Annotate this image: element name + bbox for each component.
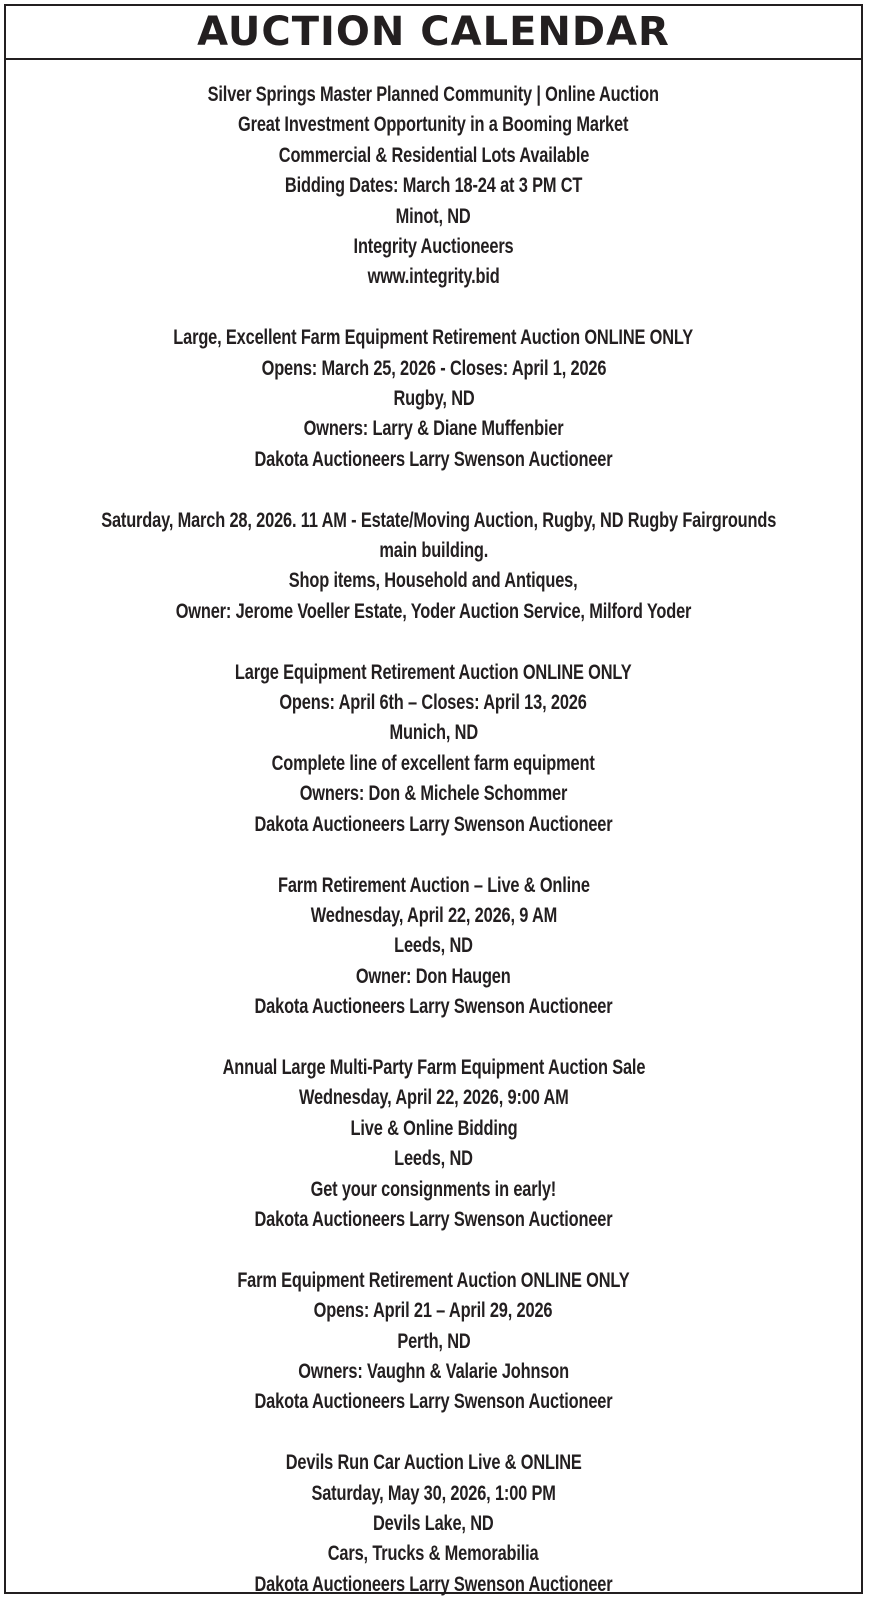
listing-text: Dakota Auctioneers Larry Swenson Auctioneer (254, 995, 613, 1019)
listing-detail-line (6, 171, 861, 201)
listing-text: Dakota Auctioneers Larry Swenson Auctioneer (254, 1390, 613, 1414)
listing-detail-line (6, 1570, 861, 1600)
listing-detail-line (6, 262, 861, 292)
listing-detail-line (6, 688, 861, 718)
listing-detail-line (6, 962, 861, 992)
listing-text: Opens: March 25, 2026 - Closes: April 1, 2026 (261, 356, 606, 380)
listing-text: Large, Excellent Farm Equipment Retirement Auction ONLINE ONLY (173, 326, 694, 350)
listing-text: Get your consignments in early! (310, 1177, 557, 1201)
auction-listing (6, 323, 861, 475)
listing-detail-line (6, 597, 861, 627)
listing-detail-line (6, 1479, 861, 1509)
auction-listing (6, 80, 861, 293)
listing-text: Devils Lake, ND (373, 1511, 494, 1535)
auction-listing (6, 1266, 861, 1418)
listing-detail-line (6, 1205, 861, 1235)
listing-headline (6, 323, 861, 353)
listing-text: Owners: Larry & Diane Muffenbier (303, 417, 564, 441)
listing-text: Cars, Trucks & Memorabilia (328, 1542, 539, 1566)
listing-detail-line (6, 1083, 861, 1113)
listing-headline (6, 1448, 861, 1478)
listing-detail-line (6, 110, 861, 140)
listing-text: Commercial & Residential Lots Available (278, 143, 589, 167)
listing-detail-line (6, 931, 861, 961)
listing-detail-line (6, 749, 861, 779)
auction-listing (6, 658, 861, 840)
listing-headline (6, 1266, 861, 1296)
listing-text: Saturday, May 30, 2026, 1:00 PM (311, 1481, 556, 1505)
listing-detail-line (6, 1387, 861, 1417)
listing-text: Owner: Jerome Voeller Estate, Yoder Auction Service, Milford Yoder (175, 599, 692, 623)
listing-text: Bidding Dates: March 18-24 at 3 PM CT (284, 174, 583, 198)
listing-detail-line (6, 1509, 861, 1539)
listing-detail-line (6, 354, 861, 384)
listing-text: Large Equipment Retirement Auction ONLINE ONLY (235, 660, 632, 684)
listing-detail-line (6, 141, 861, 171)
listing-text: Owners: Vaughn & Valarie Johnson (298, 1359, 569, 1383)
listing-detail-line (6, 202, 861, 232)
listing-headline (6, 871, 861, 901)
listing-detail-line (6, 1175, 861, 1205)
header-bar (6, 6, 861, 60)
listing-text: Opens: April 21 – April 29, 2026 (314, 1299, 553, 1323)
listing-text: Owners: Don & Michele Schommer (299, 782, 568, 806)
auction-listing (6, 1053, 861, 1235)
listing-text: Complete line of excellent farm equipment (271, 751, 596, 775)
listing-detail-line (6, 445, 861, 475)
listing-text: Annual Large Multi-Party Farm Equipment Auction Sale (222, 1055, 645, 1079)
listing-text: Integrity Auctioneers (353, 235, 514, 259)
listing-text: Dakota Auctioneers Larry Swenson Auctioneer (254, 1207, 613, 1231)
listing-detail-line (6, 1357, 861, 1387)
listing-text: Great Investment Opportunity in a Booming Market (238, 113, 629, 137)
listing-detail-line (6, 232, 861, 262)
listing-detail-line (6, 1296, 861, 1326)
listing-detail-line (6, 1327, 861, 1357)
listing-headline (6, 506, 861, 536)
listing-detail-line (6, 992, 861, 1022)
listing-text: Dakota Auctioneers Larry Swenson Auctioneer (254, 1572, 613, 1596)
listing-detail-line (6, 718, 861, 748)
listing-text: Saturday, March 28, 2026. 11 AM - Estate/Moving Auction, Rugby, ND Rugby Fairgrounds (101, 508, 777, 532)
listing-detail-line (6, 901, 861, 931)
auction-listing (6, 871, 861, 1023)
listing-text: Dakota Auctioneers Larry Swenson Auctioneer (254, 447, 613, 471)
listing-detail-line (6, 1144, 861, 1174)
listing-text: Wednesday, April 22, 2026, 9 AM (310, 903, 557, 927)
auction-listing (6, 1448, 861, 1600)
page-title: AUCTION CALENDAR (197, 9, 670, 55)
listing-text: www.integrity.bid (367, 265, 500, 289)
auction-calendar-ad (4, 4, 863, 1594)
auction-listing (6, 506, 861, 628)
listing-detail-line (6, 384, 861, 414)
listing-text: Farm Equipment Retirement Auction ONLINE ONLY (237, 1268, 630, 1292)
listing-text: Perth, ND (396, 1329, 471, 1353)
listing-text: Minot, ND (395, 204, 472, 228)
listing-text: Shop items, Household and Antiques, (289, 569, 578, 593)
listing-text: Rugby, ND (392, 387, 475, 411)
listing-text: Owner: Don Haugen (356, 964, 511, 988)
listing-text: Munich, ND (389, 721, 478, 745)
listing-headline (6, 80, 861, 110)
listing-text: Devils Run Car Auction Live & ONLINE (285, 1451, 582, 1475)
listing-headline (6, 1053, 861, 1083)
listing-detail-line (6, 414, 861, 444)
listing-text: Leeds, ND (394, 1147, 473, 1171)
listing-text: Leeds, ND (394, 934, 473, 958)
listing-detail-line (6, 1539, 861, 1569)
listing-text: main building. (379, 539, 488, 563)
listing-text: Wednesday, April 22, 2026, 9:00 AM (298, 1086, 569, 1110)
listing-text: Opens: April 6th – Closes: April 13, 2026 (279, 691, 588, 715)
listing-detail-line (6, 810, 861, 840)
listing-detail-line (6, 536, 861, 566)
listing-detail-line (6, 1114, 861, 1144)
listing-text: Farm Retirement Auction – Live & Online (277, 873, 590, 897)
listing-detail-line (6, 566, 861, 596)
listing-text: Live & Online Bidding (350, 1116, 517, 1140)
auction-listings (6, 60, 861, 1600)
listing-detail-line (6, 779, 861, 809)
listing-text: Silver Springs Master Planned Community | Online Auction (207, 83, 660, 106)
listing-text: Dakota Auctioneers Larry Swenson Auctioneer (254, 812, 613, 836)
listing-headline (6, 658, 861, 688)
